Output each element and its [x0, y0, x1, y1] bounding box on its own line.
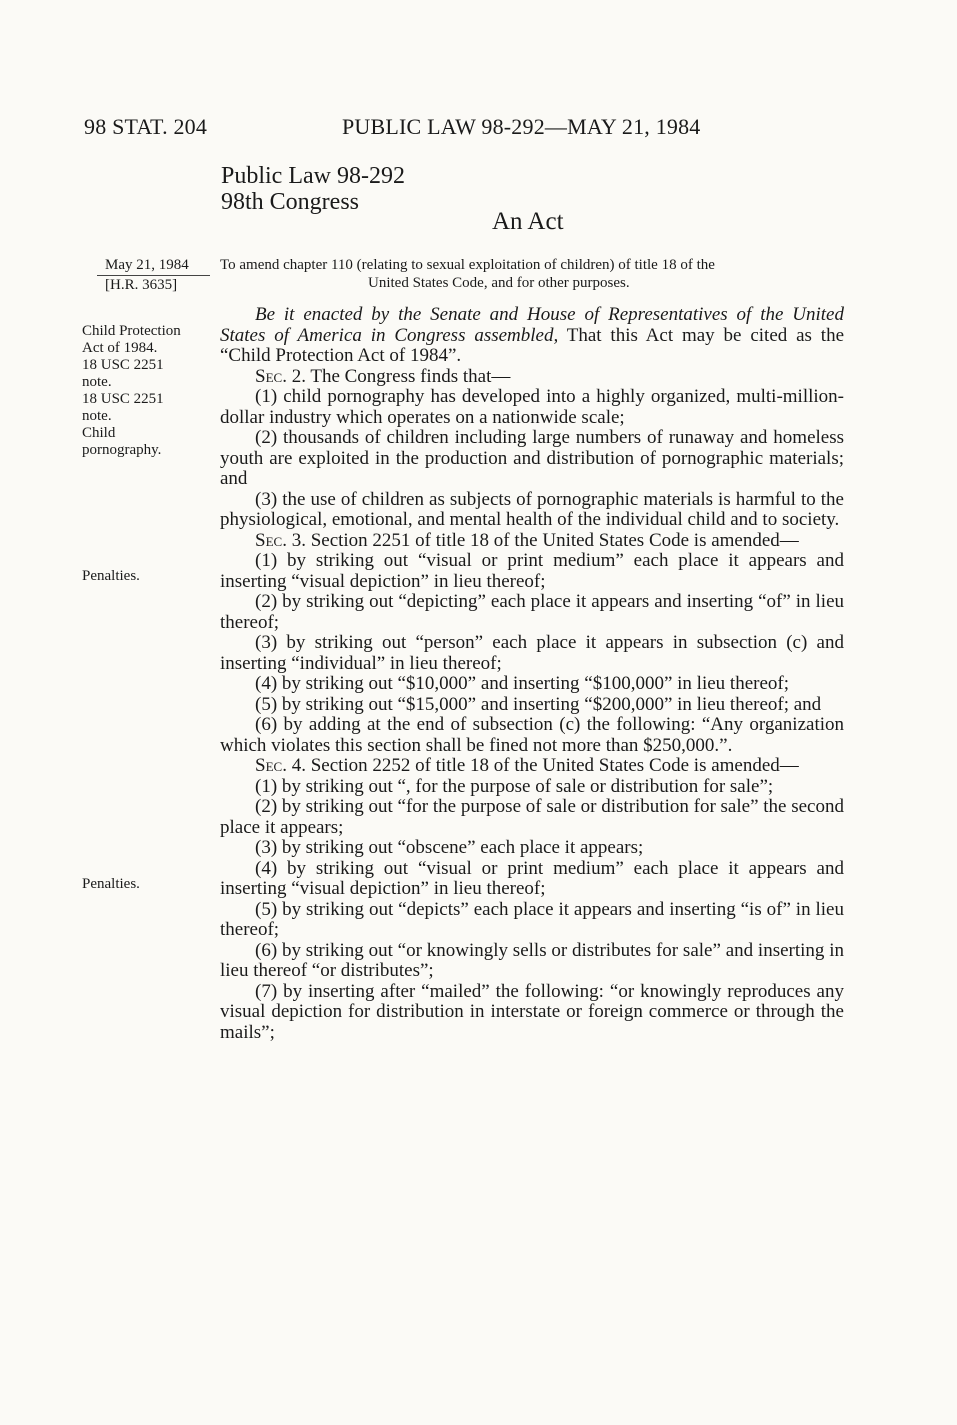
section-4-item: (3) by striking out “obscene” each place it appears; [255, 837, 644, 858]
margin-note: note. [82, 374, 112, 390]
section-3-item: (6) by adding at the end of subsection (c) the following: “Any organization which violates this section shall be fined not more than $250,000.”. [220, 714, 844, 756]
act-body [220, 305, 844, 1043]
section-3-item: (4) by striking out “$10,000” and inserting “$100,000” in lieu thereof; [255, 673, 789, 694]
congress-number: 98th Congress [221, 189, 359, 215]
running-header: PUBLIC LAW 98-292—MAY 21, 1984 [342, 114, 701, 139]
section-label: Sec [255, 755, 283, 776]
section-3-item: (1) by striking out “visual or print medium” each place it appears and inserting “visual depiction” in lieu thereof; [220, 550, 844, 592]
margin-note: Act of 1984. [82, 340, 158, 356]
section-2-item: (2) thousands of children including large numbers of runaway and homeless youth are exploited in the production and distribution of pornographic materials; and [220, 427, 844, 489]
margin-note: 18 USC 2251 [82, 391, 164, 407]
margin-note: pornography. [82, 442, 162, 458]
law-title-block [221, 163, 405, 215]
section-2-item: (1) child pornography has developed into a highly organized, multi-million-dollar industry which operates on a nationwide scale; [220, 386, 844, 428]
section-4-item: (5) by striking out “depicts” each place it appears and inserting “is of” in lieu thereof; [220, 898, 844, 940]
section-3-lead: Sec. 3. Section 2251 of title 18 of the United States Code is amended— [255, 529, 799, 551]
act-heading: An Act [492, 208, 564, 235]
section-3-item: (3) by striking out “person” each place it appears in subsection (c) and inserting “individual” in lieu thereof; [220, 632, 844, 674]
section-3-item: (2) by striking out “depicting” each place it appears and inserting “of” in lieu thereof; [220, 591, 844, 633]
section-4-lead: Sec. 4. Section 2252 of title 18 of the United States Code is amended— [255, 755, 799, 776]
margin-note-penalties: Penalties. [82, 876, 140, 892]
enacting-clause-rest: That this Act may be cited as the “Child Protection Act of 1984”. [220, 324, 844, 366]
purpose-statement [220, 256, 848, 292]
section-label: Sec [255, 365, 283, 387]
section-4-item: (2) by striking out “for the purpose of sale or distribution for sale” the second place it appears; [220, 796, 844, 838]
public-law-number: Public Law 98-292 [221, 163, 405, 189]
section-2-lead: Sec. 2. The Congress finds that— [255, 365, 511, 387]
margin-note: Child Protection [82, 323, 181, 339]
page-stat-citation: 98 STAT. 204 [84, 114, 208, 139]
purpose-line-1: To amend chapter 110 (relating to sexual exploitation of children) of title 18 of the [220, 257, 715, 273]
enacting-clause-italic: Be it enacted by the Senate and House of Representatives of the United States of America in Congress assembled, [220, 304, 844, 346]
margin-date-block [97, 257, 210, 294]
enactment-date: May 21, 1984 [97, 257, 210, 276]
section-4-item: (4) by striking out “visual or print medium” each place it appears and inserting “visual depiction” in lieu thereof; [220, 857, 844, 899]
enacting-clause [220, 305, 844, 367]
section-4-item: (6) by striking out “or knowingly sells or distributes for sale” and inserting in lieu thereof “or distributes”; [220, 939, 844, 981]
margin-notes [82, 323, 181, 459]
purpose-line-2: United States Code, and for other purposes. [368, 275, 630, 291]
margin-note: 18 USC 2251 [82, 357, 164, 373]
bill-number: [H.R. 3635] [105, 277, 178, 293]
margin-note: note. [82, 408, 112, 424]
section-4-item: (1) by striking out “, for the purpose of sale or distribution for sale”; [255, 775, 774, 797]
section-2-item: (3) the use of children as subjects of pornographic materials is harmful to the physiological, emotional, and mental health of the individual child and to society. [220, 488, 844, 530]
section-label: Sec [255, 529, 283, 551]
section-3-item: (5) by striking out “$15,000” and inserting “$200,000” in lieu thereof; and [255, 693, 822, 715]
margin-note: Child [82, 425, 116, 441]
margin-note-penalties: Penalties. [82, 568, 140, 584]
section-4-item: (7) by inserting after “mailed” the following: “or knowingly reproduces any visual depiction for distribution in interstate or foreign commerce or through the mails”; [220, 980, 844, 1043]
